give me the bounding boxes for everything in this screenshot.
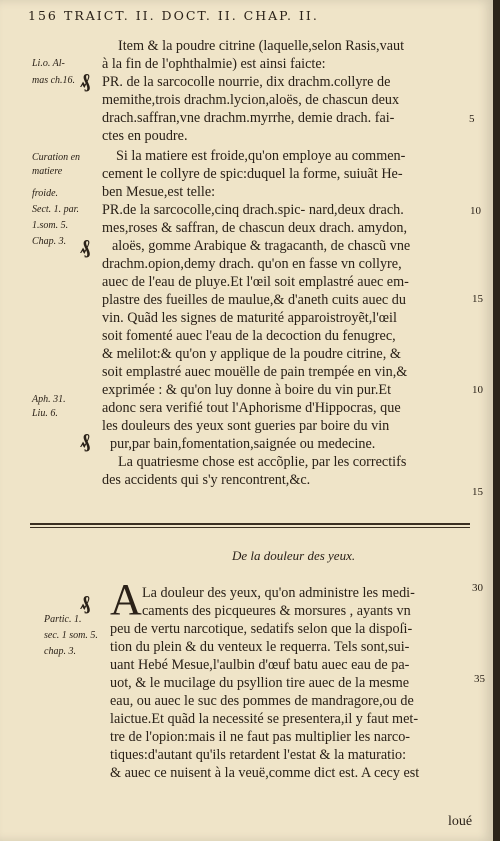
body-line: Item & la poudre citrine (laquelle,selon Rasis,vaut <box>118 38 405 54</box>
body-line: adonc sera verifié tout l'Aphorisme d'Hippocras, que <box>102 400 401 416</box>
line-number: 5 <box>469 113 475 125</box>
margin-note: chap. 3. <box>44 646 76 657</box>
page-edge-shadow <box>493 0 500 841</box>
section-line: tiques:d'autant qu'ils retardent l'estat & la maturatio: <box>110 747 407 763</box>
line-number: 15 <box>472 486 483 498</box>
line-number: 35 <box>474 673 485 685</box>
margin-note: Liu. 6. <box>32 408 58 419</box>
body-line: mes,roses & saffran, de chascun deux drach. amydon, <box>102 220 408 236</box>
body-line: auec de l'eau de pluye.Et l'œil soit emplastré auec em- <box>102 274 409 290</box>
body-line: ben Mesue,est telle: <box>102 184 216 200</box>
paragraph-mark-icon: ₰ <box>80 234 90 258</box>
paragraph-mark-icon: ₰ <box>80 590 90 614</box>
body-line: cement le collyre de spic:duquel la forme, suiuãt He- <box>102 166 403 182</box>
section-line: tion du plein & du venteux le requerra. Tels sont,sui- <box>110 639 410 655</box>
body-line: La quatriesme chose est accõplie, par les correctifs <box>118 454 407 470</box>
margin-note: matiere <box>32 166 63 177</box>
line-number: 30 <box>472 582 483 594</box>
section-line: tre de l'opion:mais il ne faut pas multiplier les narco- <box>110 729 411 745</box>
line-number: 10 <box>470 205 481 217</box>
line-number: 10 <box>472 384 483 396</box>
section-line: peu de vertu narcotique, sedatifs selon que la dispoſi- <box>110 621 413 637</box>
body-line: ctes en poudre. <box>102 128 188 144</box>
body-line: soit emplastré auec mouëlle de pain trempée en vin,& <box>102 364 408 380</box>
body-line: plastre des fueilles de maulue,& d'aneth cuits auec du <box>102 292 406 308</box>
body-line: soit fomenté auec l'eau de la decoction du fenugrec, <box>102 328 396 344</box>
body-line: & melilot:& qu'on y applique de la poudre citrine, & <box>102 346 401 362</box>
running-title: TRAICT. II. DOCT. II. CHAP. II. <box>64 8 319 23</box>
body-line: drachm.opion,demy drach. qu'on en fasse vn collyre, <box>102 256 402 272</box>
section-line: uot, & le mucilage du psyllion tire auec de la mesme <box>110 675 410 691</box>
margin-note: 1.som. 5. <box>32 220 69 231</box>
drop-cap: A <box>110 575 142 624</box>
margin-note: Chap. 3. <box>32 236 67 247</box>
running-header <box>28 8 473 26</box>
body-line: les douleurs des yeux sont gueries par boire du vin <box>102 418 390 434</box>
margin-note: Curation en <box>32 152 81 163</box>
body-line: aloës, gomme Arabique & tragacanth, de chascũ vne <box>112 238 411 254</box>
catchword: loué <box>448 814 473 829</box>
margin-note: Aph. 31. <box>32 394 66 405</box>
body-line: PR.de la sarcocolle,cinq drach.spic- nard,deux drach. <box>102 202 404 218</box>
section-line: laictue.Et quãd la necessité se presentera,il y faut met- <box>110 711 419 727</box>
section-line: La douleur des yeux, qu'on administre les medi- <box>142 585 415 601</box>
margin-note: mas ch.16. <box>32 75 76 86</box>
body-line: exprimée : & qu'on luy donne à boire du vin pur.Et <box>102 382 392 398</box>
section-line: & auec ce nuisent à la veuë,comme dict est. A cecy est <box>110 765 420 781</box>
margin-note: froide. <box>32 188 59 199</box>
body-line: vin. Quãd les signes de maturité apparoistroyẽt,l'œil <box>102 310 397 326</box>
body-line: drach.saffran,vne drachm.myrrhe, demie drach. fai- <box>102 110 395 126</box>
body-line: pur,par bain,fomentation,saignée ou medecine. <box>110 436 376 452</box>
margin-note: sec. 1 som. 5. <box>44 630 98 641</box>
section-title: De la douleur des yeux. <box>232 548 356 563</box>
paragraph-mark-icon: ₰ <box>80 428 90 452</box>
section-line: eau, ou auec le suc des pommes de mandragore,ou de <box>110 693 414 709</box>
body-line: à la fin de l'ophthalmie) est ainsi faicte: <box>102 56 326 72</box>
margin-note: Partic. 1. <box>44 614 82 625</box>
paragraph-mark-icon: ₰ <box>80 68 90 92</box>
page-number: 156 <box>28 8 58 23</box>
body-line: memithe,trois drachm.lycion,aloës, de chascun deux <box>102 92 400 108</box>
section-line: uant Hebé Mesue,l'aulbin d'œuf batu auec eau de pa- <box>110 657 410 673</box>
line-number: 15 <box>472 293 483 305</box>
margin-note: Sect. 1. par. <box>32 204 79 215</box>
margin-note: Li.o. Al- <box>32 58 65 69</box>
body-line: PR. de la sarcocolle nourrie, dix drachm.collyre de <box>102 74 391 90</box>
body-line: des accidents qui s'y rencontrent,&c. <box>102 472 311 488</box>
section-line: caments des picqueures & morsures , ayants vn <box>142 603 411 619</box>
section-divider <box>30 523 470 525</box>
body-line: Si la matiere est froide,qu'on employe au commen- <box>116 148 406 164</box>
section-divider <box>30 527 470 528</box>
